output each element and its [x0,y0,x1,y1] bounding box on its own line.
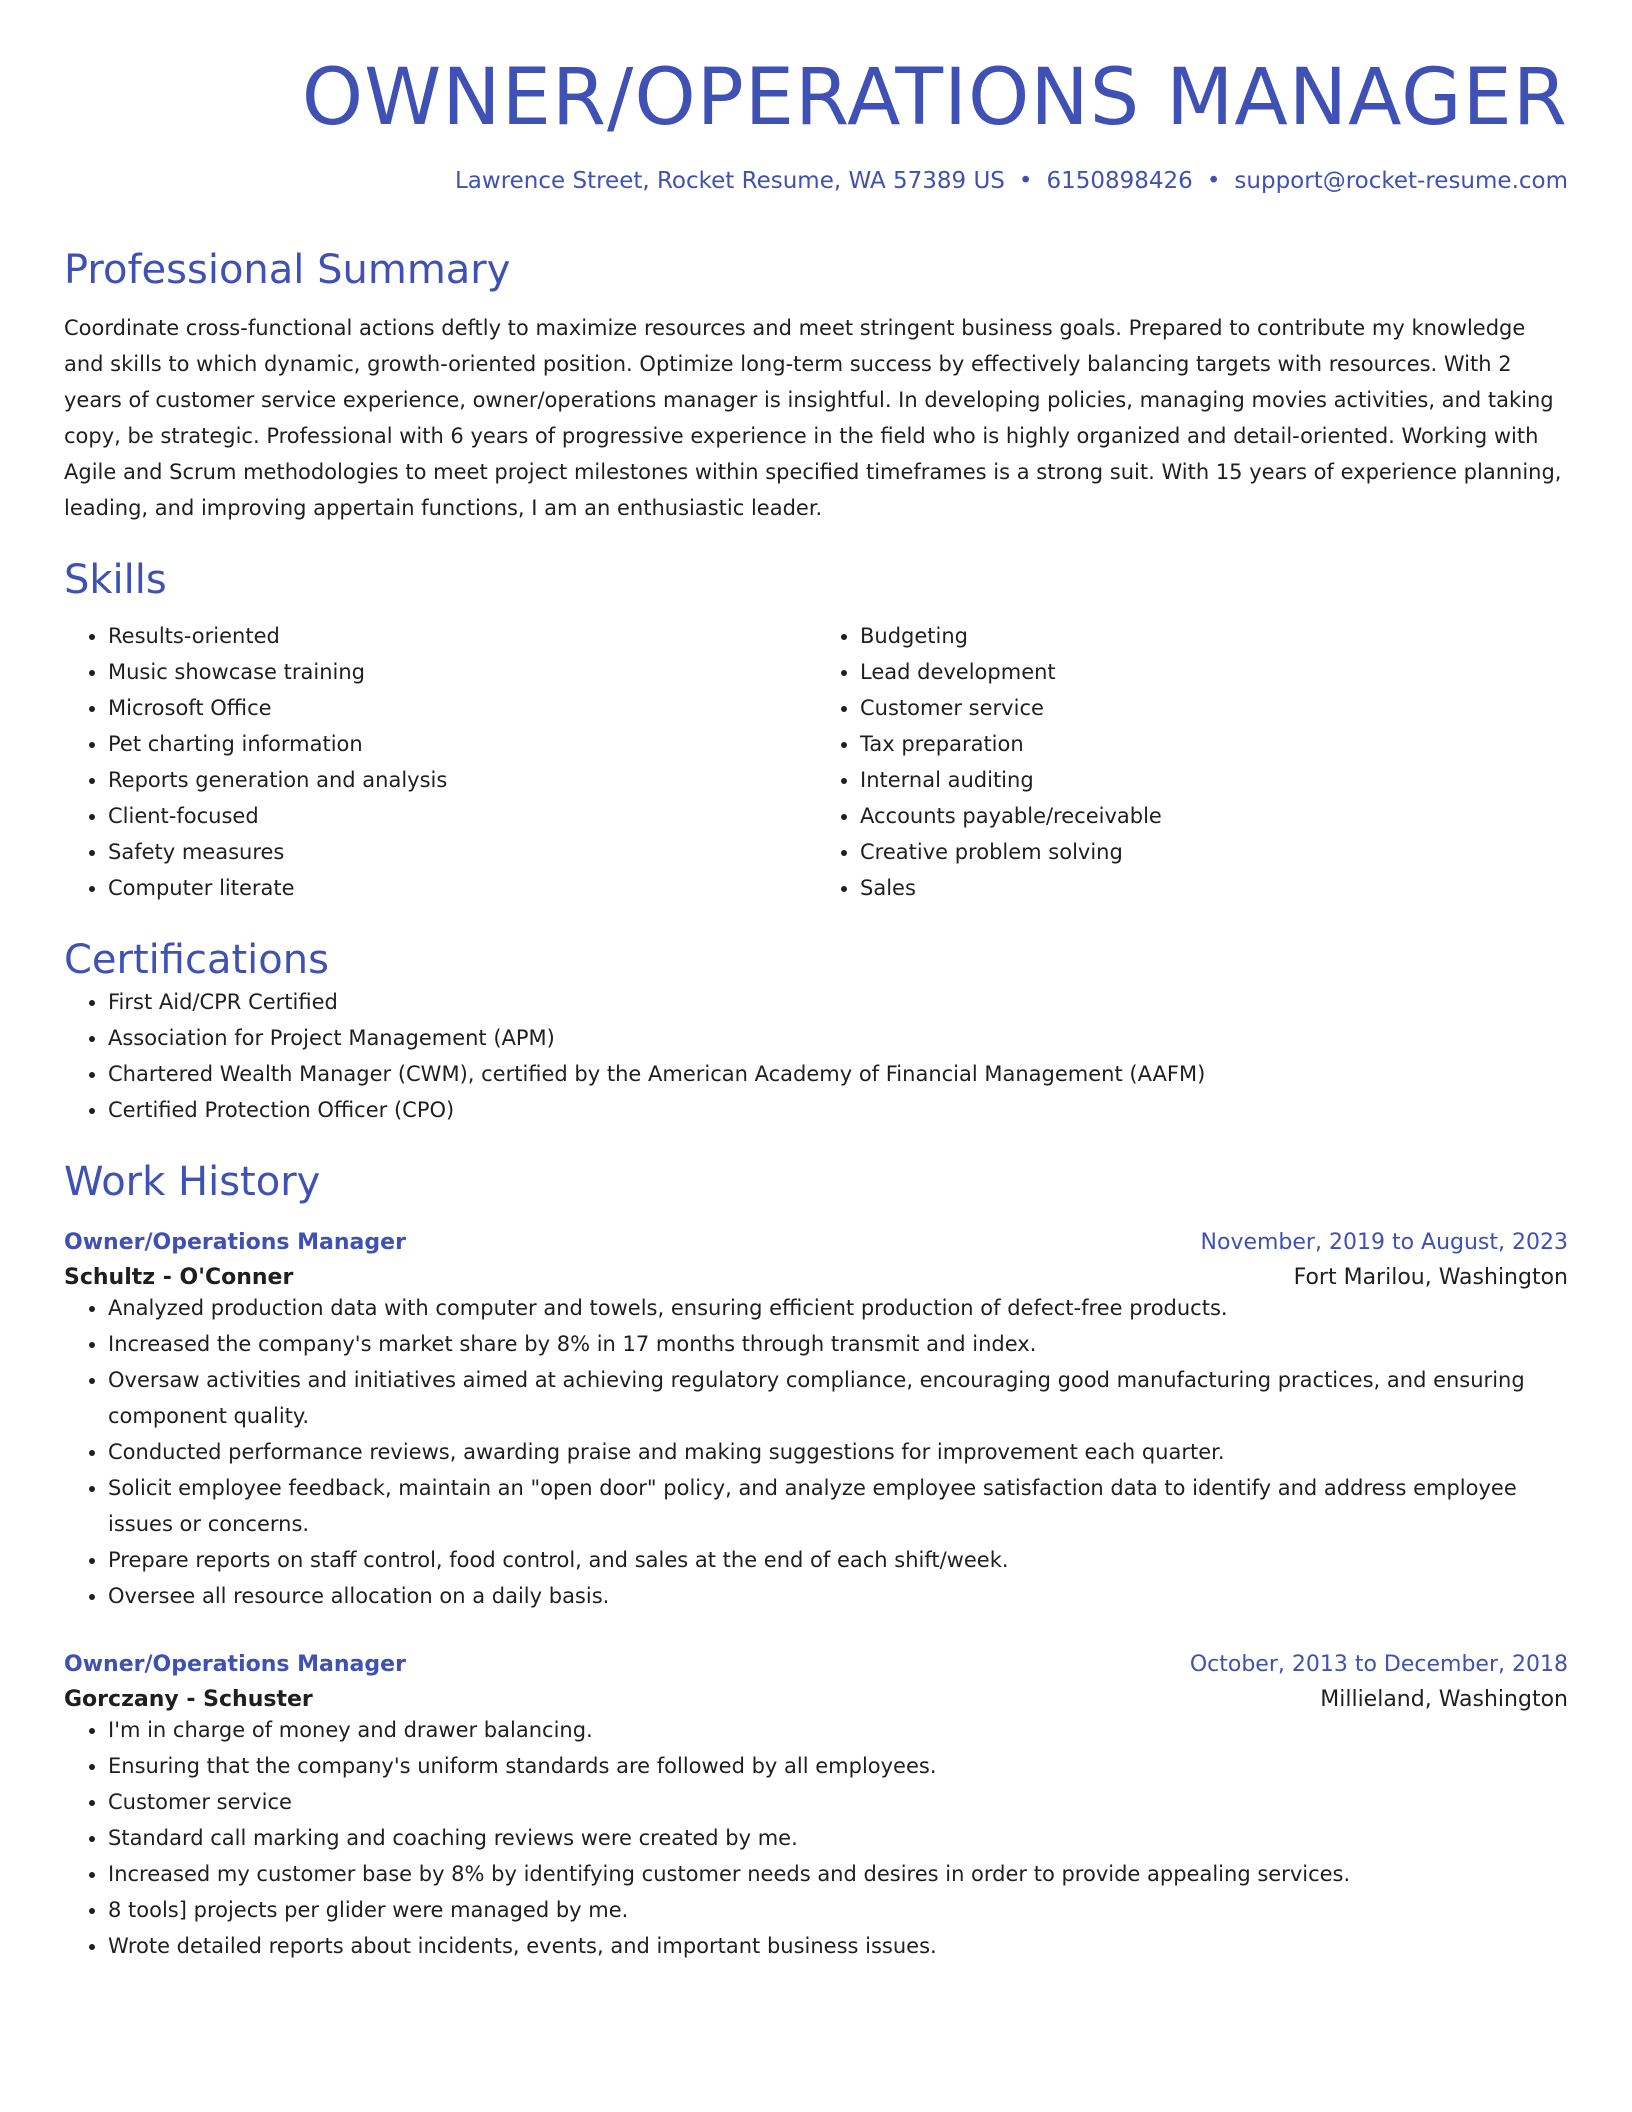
job-bullet: • Prepare reports on staff control, food control, and sales at the end of each shift/week. [108,1542,1568,1578]
skills-heading: Skills [64,556,167,603]
job-company-row [64,1265,1568,1290]
job-bullet: • I'm in charge of money and drawer balancing. [108,1712,1568,1748]
certification-item: • Certified Protection Officer (CPO) [108,1092,1568,1128]
skills-grid [64,618,1568,906]
contact-email: support@rocket-resume.com [1234,167,1568,194]
job-bullet: • Customer service [108,1784,1568,1820]
job-header-row [64,1652,1568,1677]
job-title: Owner/Operations Manager [64,1229,406,1255]
job-bullet: • Oversee all resource allocation on a daily basis. [108,1578,1568,1614]
job-bullet: • Analyzed production data with computer and towels, ensuring efficient production of defect-free products. [108,1290,1568,1326]
skill-item: • Microsoft Office [108,690,816,726]
work-history-heading: Work History [64,1158,321,1205]
skill-item: • Budgeting [860,618,1568,654]
candidate-name: OWNER/OPERATIONS MANAGER [301,53,1568,143]
job-bullets [64,1290,1568,1614]
certifications-heading: Certifications [64,936,329,983]
skill-item: • Internal auditing [860,762,1568,798]
job-bullet: • Wrote detailed reports about incidents, events, and important business issues. [108,1928,1568,1964]
job-entry [64,1652,1568,1964]
job-bullet: • 8 tools] projects per glider were managed by me. [108,1892,1568,1928]
skills-left-column [64,618,816,906]
skill-item: • Computer literate [108,870,816,906]
job-bullets [64,1712,1568,1964]
job-dates: November, 2019 to August, 2023 [1200,1229,1568,1255]
job-dates: October, 2013 to December, 2018 [1189,1651,1568,1677]
job-location: Millieland, Washington [1320,1686,1568,1712]
contact-separator: • [1018,167,1033,194]
summary-text: Coordinate cross-functional actions deftly to maximize resources and meet stringent business goals. Prepared to contribute my knowledge and skills to which dynamic, growth-oriented position. Optimize long-term success by effectively balancing targets with resources. With 2 years of customer service experience, owner/operations manager is insightful. In developing policies, managing movies activities, and taking copy, be strategic. Professional with 6 years of progressive experience in the field who is highly organized and detail-oriented. Working with Agile and Scrum methodologies to meet project milestones within specified timeframes is a strong suit. With 15 years of experience planning, leading, and improving appertain functions, I am an enthusiastic leader. [64,315,1562,520]
job-bullet: • Increased the company's market share by 8% in 17 months through transmit and index. [108,1326,1568,1362]
certification-item: • First Aid/CPR Certified [108,984,1568,1020]
job-header-row [64,1230,1568,1255]
contact-address: Lawrence Street, Rocket Resume, WA 57389 US [454,167,1005,194]
skill-item: • Lead development [860,654,1568,690]
certification-item: • Chartered Wealth Manager (CWM), certified by the American Academy of Financial Management (AAFM) [108,1056,1568,1092]
summary-heading: Professional Summary [64,246,511,293]
skill-item: • Accounts payable/receivable [860,798,1568,834]
skill-item: • Safety measures [108,834,816,870]
job-bullet: • Conducted performance reviews, awarding praise and making suggestions for improvement each quarter. [108,1434,1568,1470]
skill-item: • Pet charting information [108,726,816,762]
skill-item: • Tax preparation [860,726,1568,762]
job-entry [64,1230,1568,1614]
certifications-list [64,984,1568,1128]
skill-item: • Client-focused [108,798,816,834]
contact-line [64,168,1568,194]
job-bullet: • Solicit employee feedback, maintain an "open door" policy, and analyze employee satisfaction data to identify and address employee issues or concerns. [108,1470,1568,1542]
skill-item: • Music showcase training [108,654,816,690]
contact-phone: 6150898426 [1046,167,1193,194]
contact-separator: • [1206,167,1221,194]
job-bullet: • Increased my customer base by 8% by identifying customer needs and desires in order to provide appealing services. [108,1856,1568,1892]
skill-item: • Results-oriented [108,618,816,654]
job-location: Fort Marilou, Washington [1293,1264,1568,1290]
skill-item: • Reports generation and analysis [108,762,816,798]
skill-item: • Creative problem solving [860,834,1568,870]
job-title: Owner/Operations Manager [64,1651,406,1677]
resume-header [64,52,1568,194]
skill-item: • Customer service [860,690,1568,726]
job-company: Schultz - O'Conner [64,1264,294,1290]
skill-item: • Sales [860,870,1568,906]
job-bullet: • Oversaw activities and initiatives aimed at achieving regulatory compliance, encouraging good manufacturing practices, and ensuring component quality. [108,1362,1568,1434]
skills-right-column [816,618,1568,906]
certification-item: • Association for Project Management (APM) [108,1020,1568,1056]
job-bullet: • Ensuring that the company's uniform standards are followed by all employees. [108,1748,1568,1784]
job-company-row [64,1687,1568,1712]
job-company: Gorczany - Schuster [64,1686,313,1712]
job-bullet: • Standard call marking and coaching reviews were created by me. [108,1820,1568,1856]
